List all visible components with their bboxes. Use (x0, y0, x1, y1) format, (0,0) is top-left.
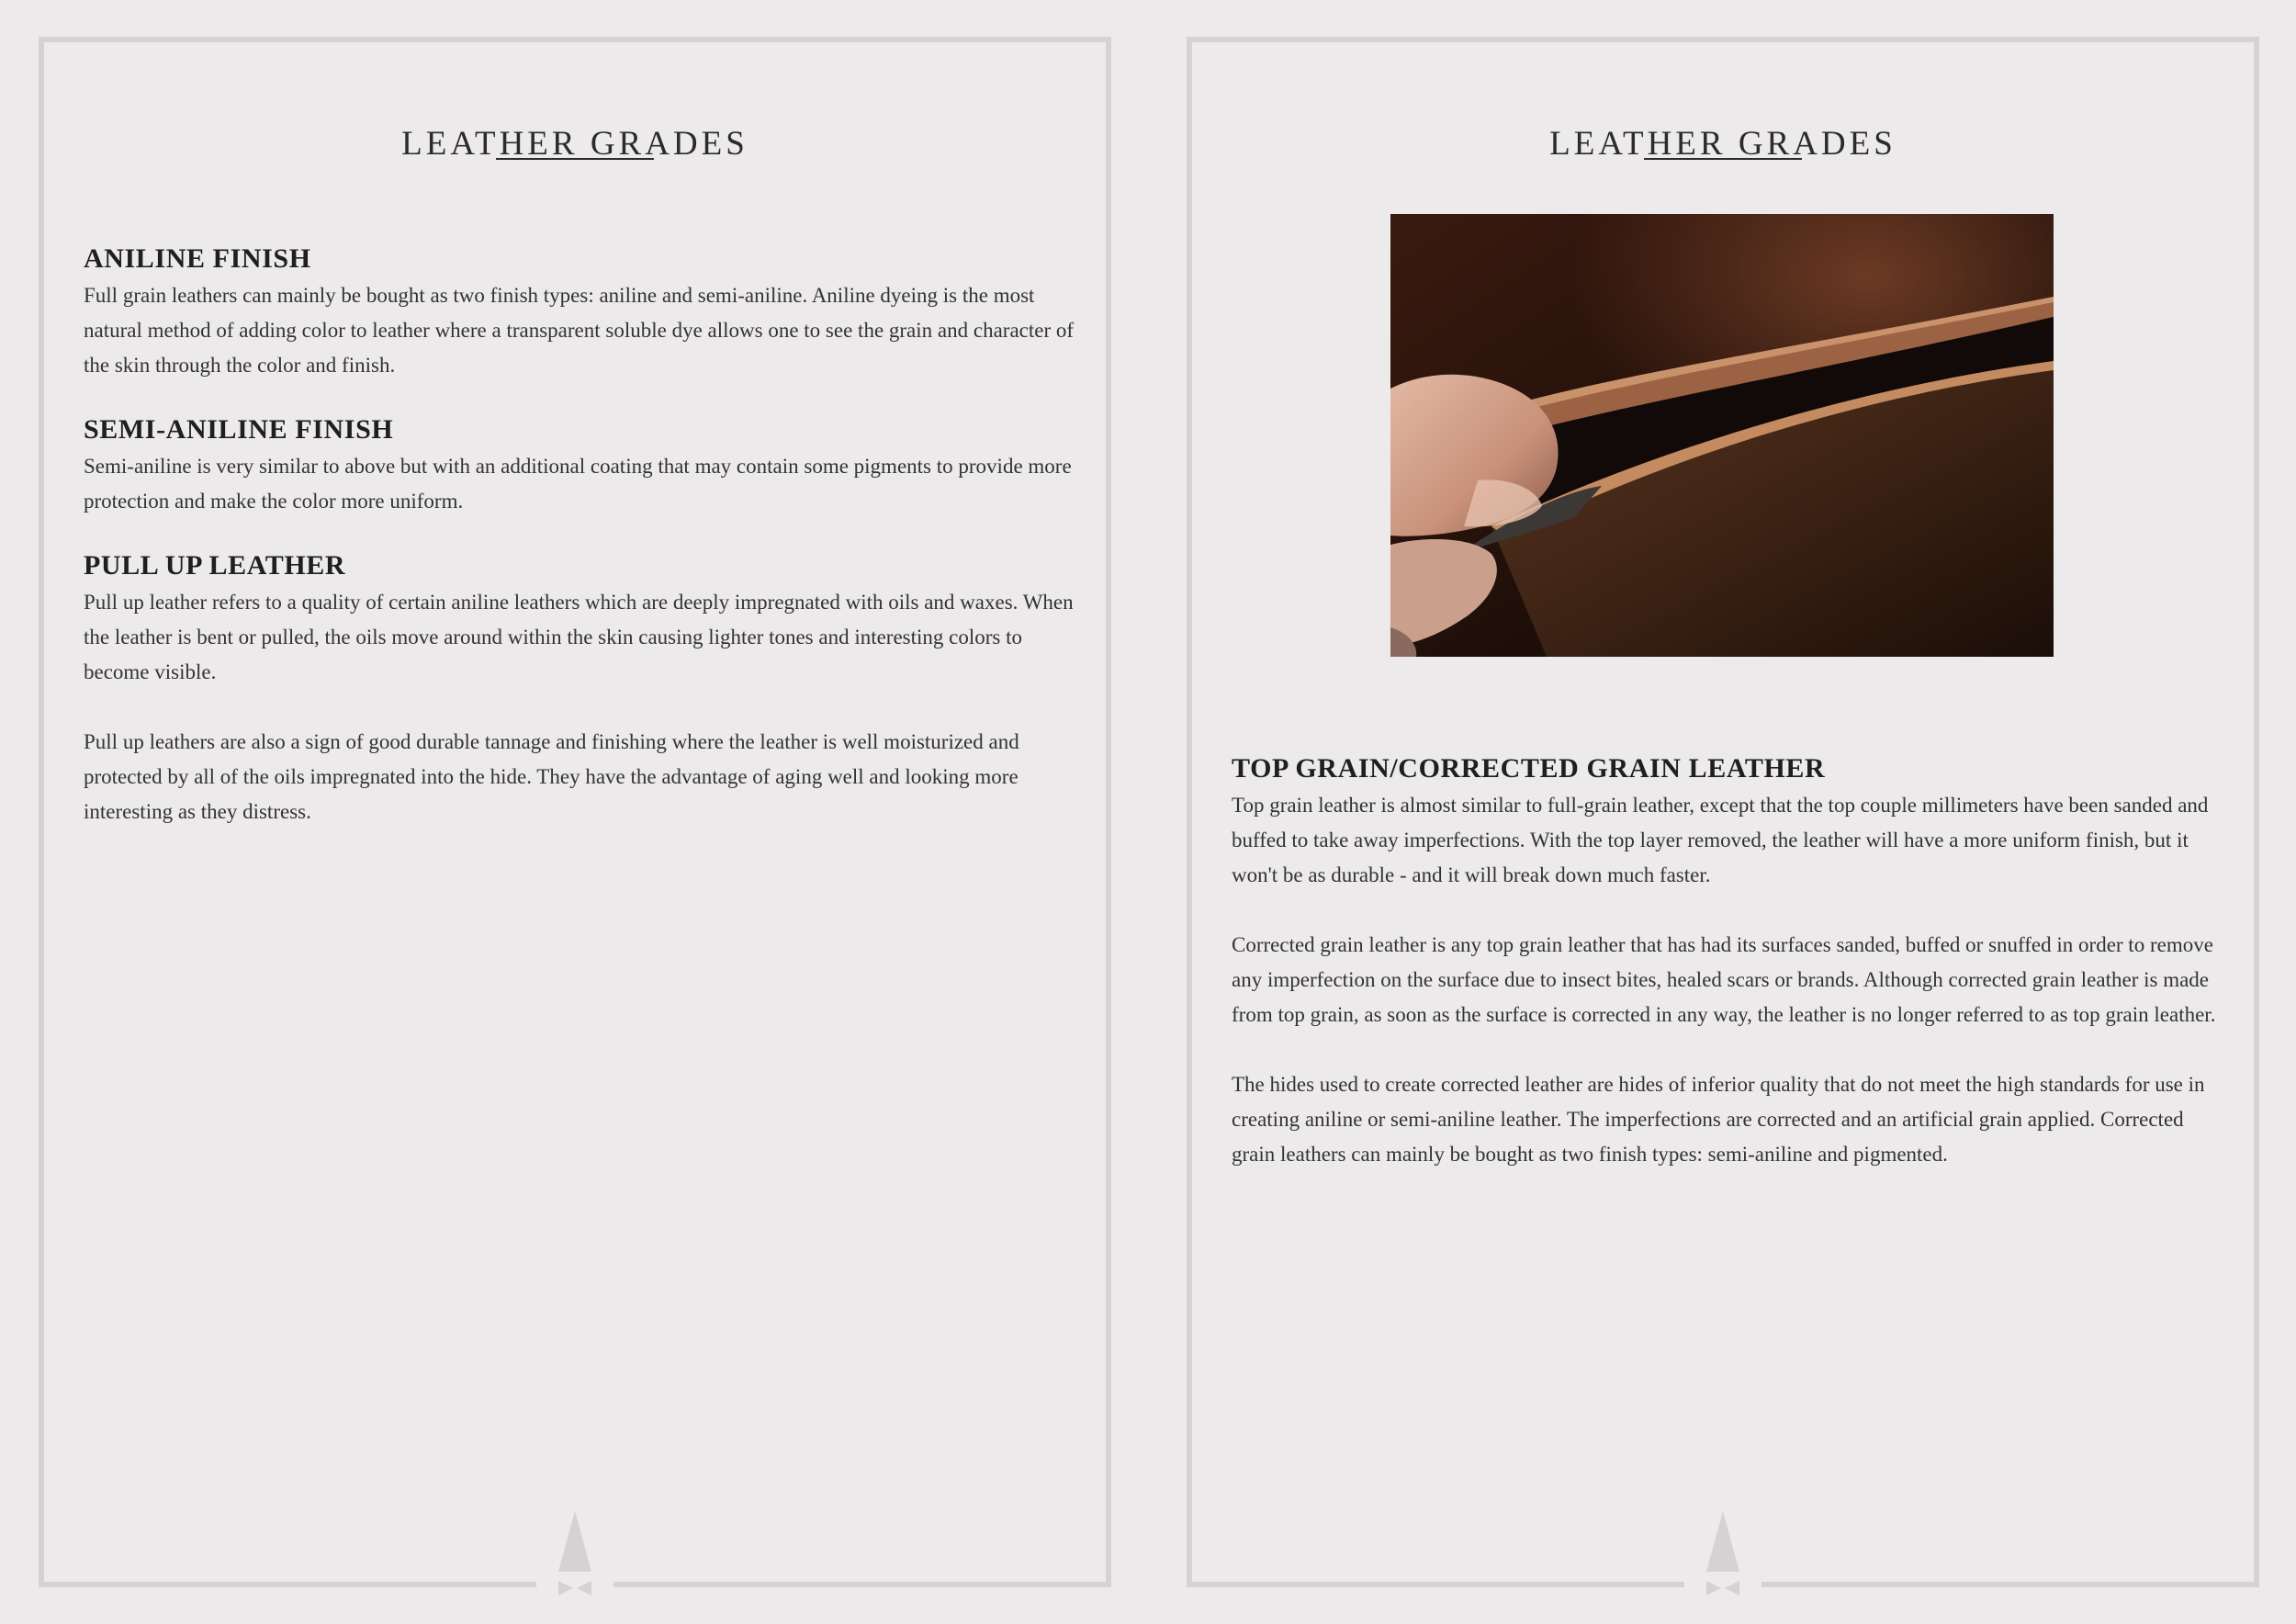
section-heading: SEMI-ANILINE FINISH (84, 414, 394, 445)
section-aniline-finish (84, 240, 1075, 383)
section-heading: PULL UP LEATHER (84, 550, 346, 581)
section-paragraph: The hides used to create corrected leather are hides of inferior quality that do not meet the high standards for use in creating aniline or semi-aniline leather. The imperfections are corrected and an artificial grain applied. Corrected grain leathers can mainly be bought as two finish types: semi-aniline and pigmented. (1232, 1073, 2205, 1166)
section-paragraph: Pull up leather refers to a quality of certain aniline leathers which are deeply impregnated with oils and waxes. When the leather is bent or pulled, the oils move around within the skin causing lighter tones and interesting colors to become visible. (84, 591, 1074, 683)
section-paragraph: Pull up leathers are also a sign of good durable tannage and finishing where the leather is well moisturized and protected by all of the oils impregnated into the hide. They have the advantage of aging well and looking more interesting as they distress. (84, 730, 1019, 823)
section-top-grain-corrected (1232, 750, 2223, 1172)
page-title: LEATHER GRADES (1549, 124, 1896, 163)
section-paragraph: Top grain leather is almost similar to full-grain leather, except that the top couple millimeters have been sanded and buffed to take away imperfections. With the top layer removed, the leather will have a more uniform finish, but it won't be as durable - and it will break down much faster. (1232, 794, 2209, 886)
title-underline (1644, 158, 1802, 160)
arrow-ornament-icon (555, 1511, 595, 1605)
arrow-ornament-icon (1703, 1511, 1743, 1605)
section-heading: ANILINE FINISH (84, 243, 311, 274)
title-underline (496, 158, 654, 160)
page-title: LEATHER GRADES (401, 124, 748, 163)
page-content (1232, 750, 2223, 1200)
section-paragraph: Semi-aniline is very similar to above but with an additional coating that may contain some pigments to provide more protection and make the color more uniform. (84, 455, 1072, 513)
leather-photo (1390, 214, 2054, 657)
page-content (84, 240, 1075, 857)
section-heading: TOP GRAIN/CORRECTED GRAIN LEATHER (1232, 753, 1826, 784)
page-right (1187, 37, 2259, 1587)
page-left (39, 37, 1111, 1587)
section-paragraph: Corrected grain leather is any top grain leather that has had its surfaces sanded, buffed or snuffed in order to remove any imperfection on the surface due to insect bites, healed scars or brands. Although corrected grain leather is made from top grain, as soon as the surface is corrected in any way, the leather is no longer referred to as top grain leather. (1232, 933, 2216, 1026)
section-paragraph: Full grain leathers can mainly be bought as two finish types: aniline and semi-aniline. Aniline dyeing is the most natural method of adding color to leather where a transparent soluble dye allows one to see the grain and character of the skin through the color and finish. (84, 284, 1075, 377)
section-semi-aniline-finish (84, 411, 1075, 519)
section-pull-up-leather (84, 547, 1075, 829)
